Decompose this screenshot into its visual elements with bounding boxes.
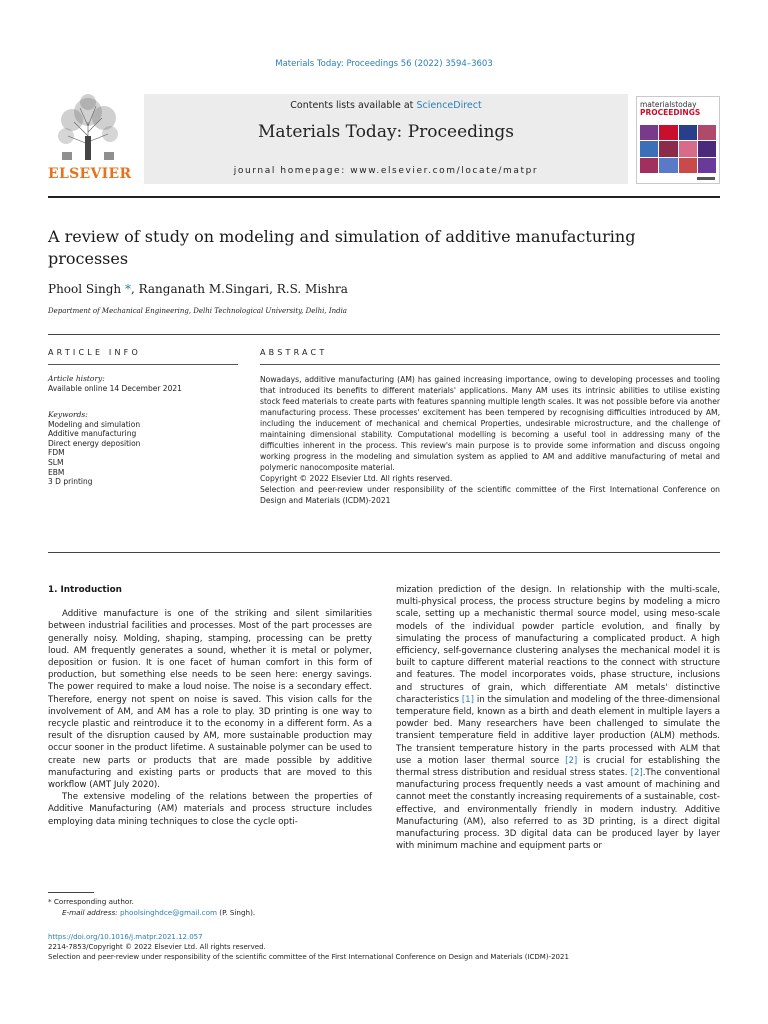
masthead [48, 88, 720, 188]
affiliation: Department of Mechanical Engineering, Delhi Technological University, Delhi, India [48, 307, 347, 315]
cover-image-grid [640, 125, 716, 173]
journal-title: Materials Today: Proceedings [257, 122, 515, 142]
cover-line2: PROCEEDINGS [640, 108, 701, 117]
cover-line1: materialstoday [640, 100, 697, 109]
cover-tile [659, 125, 677, 140]
keyword-item: SLM [48, 457, 64, 467]
journal-cover-thumbnail [636, 96, 720, 184]
author-email-link[interactable]: phoolsinghdce@gmail.com [119, 908, 217, 917]
abstract-copyright: Copyright © 2022 Elsevier Ltd. All rights reserved. [260, 474, 453, 483]
cover-tile [698, 125, 716, 140]
body-text: mization prediction of the design. In relationship with the multi-scale, multi-physical process, the process structure begins by modeling a micro scale, setting up a mechanistic thermal source model, using meso-scale models of the individual powder particle evolution, and finally by simulating the process of manufacturing a complicated product. A high efficiency, self-governance clustering analyses the mechanical model it is built to capture different material reactions to the connect with structure and features. The model incorporates voids, phase structure, inclusions and structures of grain, which differentiate AM metals' distinctive characteristics [396, 585, 720, 705]
journal-homepage [144, 166, 628, 176]
footnotes [48, 896, 372, 918]
keyword-item: EBM [48, 467, 65, 477]
reference-link[interactable]: [1] [461, 694, 474, 705]
keyword-item: Additive manufacturing [48, 429, 137, 439]
elsevier-tree-icon [54, 92, 122, 162]
issn-line: 2214-7853/Copyright © 2022 Elsevier Ltd. All rights reserved. [48, 943, 266, 951]
abstract-peer-review: Selection and peer-review under responsibility of the scientific committee of the First International Conference on Design and Materials (ICDM)-2021 [260, 485, 720, 505]
body-paragraph [396, 584, 720, 852]
doi-link[interactable]: https://doi.org/10.1016/j.matpr.2021.12.057 [48, 933, 203, 941]
body-paragraph: Additive manufacture is one of the striking and silent similarities between industrial facilities and processes. Most of the part processes are generally noisy. Molding, shaping, stamping, processing can be pretty loud. AM frequently generates a sound, whether it is metal or polymer, deposition or fusion. It is one facet of human comfort in this form of production, but something else needs to be seen here: energy savings. The power required to make a loud noise. The noise is a secondary effect. Therefore, energy not spent on noise is saved. This vision calls for the involvement of AM, and AM has a role to play. 3D printing is one way to recycle plastic and reintroduce it to the economy in a different form. As a result of the disruption caused by AM, more sustainable production may occur sooner in the product lifetime. A sustainable polymer can be used to create new parts or products that are made possible by additive manufacturing and existing parts or products that are moved to this workflow (AMT July 2020). [48, 609, 372, 791]
cover-tile [698, 158, 716, 173]
cover-tile [640, 158, 658, 173]
body-column-left [48, 584, 372, 828]
homepage-prefix: journal homepage: [233, 166, 346, 176]
body-text: is crucial for establishing the thermal stress distribution and residual stress states. [396, 755, 720, 779]
abstract-body: Nowadays, additive manufacturing (AM) has gained increasing importance, owing to developing processes and tooling that introduced its benefits to different materials' applications. Many AM uses its intrinsic abilities to utilise existing stock feed materials to create parts with features spanning multiple length scales. It was not possible before via another manufacturing process. These processes' excitement has been tempered by recognising difficulties introduced by AM, including the inducement of mechanical and chemical Properties, undesirable microstructure, and the challenge of maintaining dimensional stability. Computational modelling is becoming a useful tool in addressing many of the difficulties inherent in the process. This review's main purpose is to provide some information and discuss ongoing working progress in the modeling and simulation system as applied to AM and additive manufacturing of metal and polymeric nanocomposite material. [260, 375, 720, 472]
footnote-rule [48, 892, 94, 893]
author-first: Phool Singh [48, 282, 122, 296]
abstract-text [260, 374, 720, 506]
history-label: Article history: [48, 374, 105, 383]
corresponding-author-mark[interactable]: * [124, 282, 131, 296]
body-text: .The conventional manufacturing process frequently needs a vast amount of machining and cannot meet the constantly increasing requirements of a sustainable, cost-effective, and environmentally friendly in modern industry. Additive Manufacturing (AM), also referred to as 3D printing, is a direct digital manufacturing process. 3D digital data can be produced layer by layer with minimum machine and equipment parts or [396, 768, 721, 852]
journal-citation[interactable]: Materials Today: Proceedings 56 (2022) 3594–3603 [275, 59, 493, 69]
keyword-item: Modeling and simulation [48, 419, 141, 429]
keyword-item: 3 D printing [48, 477, 93, 487]
keyword-item: FDM [48, 448, 65, 458]
page-footer [48, 932, 738, 962]
contents-prefix: Contents lists available at [290, 100, 414, 111]
article-history [48, 374, 238, 393]
abstract-bottom-rule [48, 552, 720, 553]
keyword-item: Direct energy deposition [48, 438, 141, 448]
cover-title [640, 101, 716, 117]
cover-tile [679, 158, 697, 173]
cover-tile [640, 125, 658, 140]
elsevier-wordmark: ELSEVIER [48, 166, 132, 182]
body-paragraph: The extensive modeling of the relations between the properties of Additive Manufacturing (AM) materials and process structure includes employing data mining techniques to close the cycle opti- [48, 792, 372, 827]
keywords-block [48, 410, 238, 487]
cover-tile [659, 141, 677, 156]
body-text: in the simulation and modeling of the three-dimensional temperature field, known as a birth and death element in multiple layers a powder bed. Many researchers have been challenged to simulate the transient temperature field in additive layer production (ALM) methods. The transient temperature history in the parts processed with ALM that use a motion laser thermal source [396, 694, 720, 766]
article-info-heading: ARTICLE INFO [48, 348, 141, 357]
corresponding-footnote: * Corresponding author. [48, 897, 134, 906]
email-suffix: (P. Singh). [219, 908, 256, 917]
cover-tile [640, 141, 658, 156]
body-column-right [396, 584, 720, 852]
reference-link[interactable]: [2] [630, 768, 643, 779]
contents-line [144, 100, 628, 111]
cover-tile [679, 125, 697, 140]
article-title: A review of study on modeling and simulation of additive manufacturing processes [48, 227, 636, 268]
journal-banner [144, 94, 628, 184]
section-heading-introduction: 1. Introduction [48, 585, 122, 595]
homepage-url[interactable]: www.elsevier.com/locate/matpr [350, 166, 539, 176]
email-label: E-mail address: [62, 908, 118, 917]
email-footnote [48, 907, 372, 918]
author-list [48, 282, 348, 296]
reference-link[interactable]: [2] [565, 755, 578, 766]
header-rule [48, 334, 720, 335]
cover-tile [679, 141, 697, 156]
footer-peer-review: Selection and peer-review under responsibility of the scientific committee of the First International Conference on Design and Materials (ICDM)-2021 [48, 953, 569, 961]
cover-tile [698, 141, 716, 156]
sciencedirect-link[interactable]: ScienceDirect [416, 100, 482, 111]
abstract-rule [260, 364, 720, 365]
article-info-rule [48, 364, 238, 365]
cover-footer-mark [697, 177, 715, 180]
abstract-heading: ABSTRACT [260, 348, 328, 357]
cover-tile [659, 158, 677, 173]
elsevier-logo [48, 92, 132, 184]
masthead-rule [48, 196, 720, 198]
history-value: Available online 14 December 2021 [48, 383, 182, 393]
author-rest: , Ranganath M.Singari, R.S. Mishra [130, 282, 348, 296]
keywords-label: Keywords: [48, 410, 88, 419]
